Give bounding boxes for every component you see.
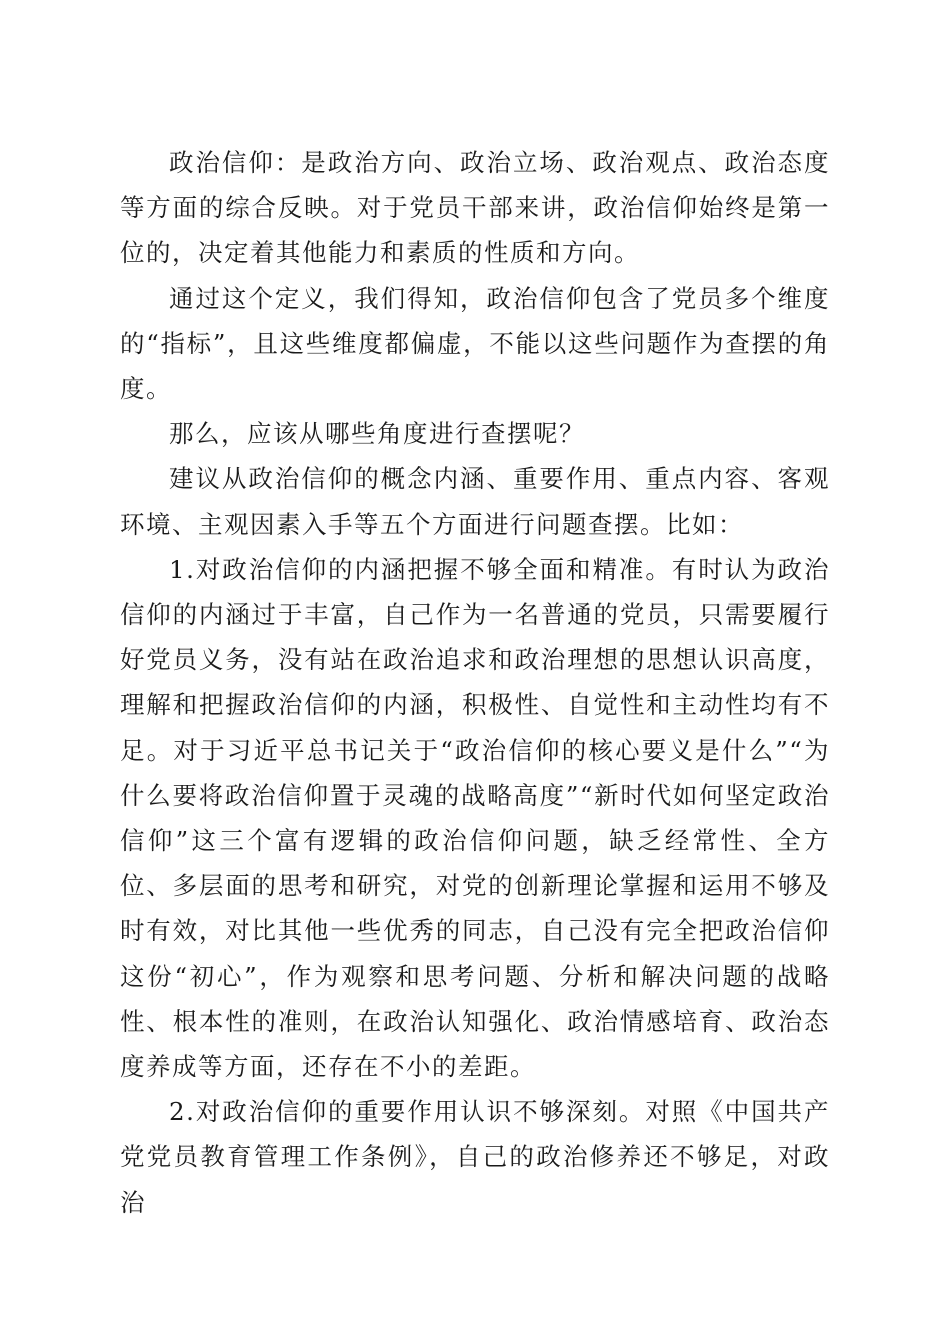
- paragraph-item-1: 1.对政治信仰的内涵把握不够全面和精准。有时认为政治信仰的内涵过于丰富，自己作为一名普通的党员，只需要履行好党员义务，没有站在政治追求和政治理想的思想认识高度，理解和把握政治信仰的内涵，积极性、自觉性和主动性均有不足。对于习近平总书记关于“政治信仰的核心要义是什么”“为什么要将政治信仰置于灵魂的战略高度”“新时代如何坚定政治信仰”这三个富有逻辑的政治信仰问题，缺乏经常性、全方位、多层面的思考和研究，对党的创新理论掌握和运用不够及时有效，对比其他一些优秀的同志，自己没有完全把政治信仰这份“初心”，作为观察和思考问题、分析和解决问题的战略性、根本性的准则，在政治认知强化、政治情感培育、政治态度养成等方面，还存在不小的差距。: [120, 554, 830, 1082]
- paragraph-item-2: 2.对政治信仰的重要作用认识不够深刻。对照《中国共产党党员教育管理工作条例》，自己的政治修养还不够足，对政治: [120, 1097, 830, 1217]
- paragraph-analysis: 通过这个定义，我们得知，政治信仰包含了党员多个维度的“指标”，且这些维度都偏虚，不能以这些问题作为查摆的角度。: [120, 283, 830, 404]
- document-body: [120, 140, 830, 1225]
- paragraph-question: 那么，应该从哪些角度进行查摆呢？: [169, 419, 585, 449]
- paragraph-suggestion: 建议从政治信仰的概念内涵、重要作用、重点内容、客观环境、主观因素入手等五个方面进行问题查摆。比如：: [120, 464, 830, 539]
- paragraph-definition: 政治信仰：是政治方向、政治立场、政治观点、政治态度等方面的综合反映。对于党员干部来讲，政治信仰始终是第一位的，决定着其他能力和素质的性质和方向。: [120, 148, 830, 268]
